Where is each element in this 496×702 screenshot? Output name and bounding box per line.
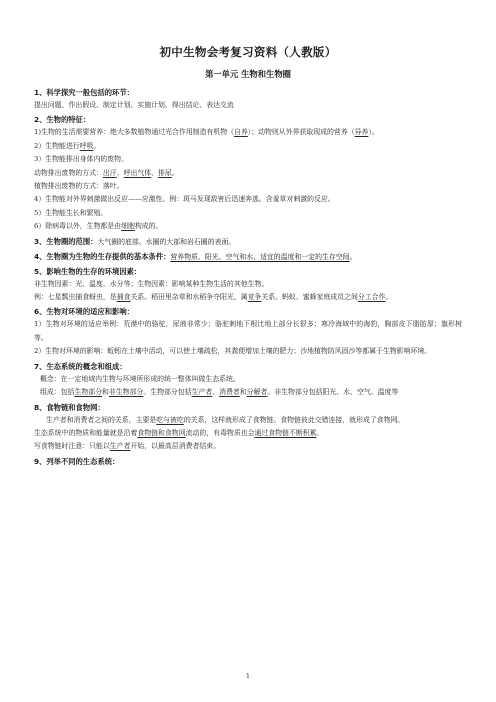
section-heading: 9、列举不同的生态系统： xyxy=(34,456,120,466)
page-number: 1 xyxy=(245,672,251,680)
paragraph: 非生物因素：光、温度、水分等；生物因素：影响某种生物生活的其他生物。 xyxy=(34,279,269,288)
paragraph: 1）生物对环境的适应举例：荒漠中的骆驼，尿液非常少；骆驼刺地下根比地上部分长很多；寒冷海域中的海豹，胸部皮下脂肪厚；旗形树等。 xyxy=(34,320,462,342)
section-heading: 8、食物链和食物网： xyxy=(34,402,105,412)
section-heading: 2、生物的特征： xyxy=(34,115,91,125)
document-page xyxy=(34,44,462,468)
paragraph: 6）除病毒以外，生物都是由细胞构成的。 xyxy=(34,222,163,231)
paragraph: 概念：在一定地域内生物与环境所形成的统一整体叫做生态系统。 xyxy=(40,374,240,383)
paragraph: 提出问题、作出假设、制定计划、实施计划、得出结论、表达交流 xyxy=(34,101,234,109)
paragraph: 2）生物能进行呼吸。 xyxy=(34,141,101,150)
section-heading: 5、影响生物的生存的环境因素： xyxy=(34,266,142,276)
section-heading: 3、生物圈的范围：大气圈的底部、水圈的大部和岩石圈的表面。 xyxy=(34,236,236,246)
paragraph: 生产者和消费者之间的关系，主要是吃与被吃的关系，这样就形成了食物链。食物链彼此交错连接，就形成了食物网。 xyxy=(46,415,405,424)
document-title: 初中生物会考复习资料（人教版） xyxy=(159,45,337,59)
paragraph: 2）生物对环境的影响：蚯蚓在土壤中活动，可以使土壤疏松，其粪便增加土壤的肥力；沙地植物防风固沙等都属于生物影响环境。 xyxy=(34,347,432,356)
paragraph: 4）生物能对外界刺激做出反应——应激性。例：斑马发现敌害后迅速奔逃。含羞草对刺激的反应。 xyxy=(34,195,335,204)
section-heading: 4、生物圈为生物的生存提供的基本条件：营养物质、阳光、空气和水、适宜的温度和一定的生存空间。 xyxy=(34,251,357,261)
paragraph: 动物排出废物的方式：出汗、呼出气体、排尿。 xyxy=(34,168,179,177)
paragraph: 例：七星瓢虫捕食蚜虫，是捕食关系。稻田里杂草和水稻争夺阳光，属竞争关系。蚂蚁、蜜蜂家庭成员之间分工合作。 xyxy=(34,293,393,302)
section-heading: 7、生态系统的概念和组成： xyxy=(34,361,127,371)
section-heading: 1、科学探究一般包括的环节： xyxy=(34,88,134,97)
paragraph: 1)生物的生活需要营养：绝大多数植物通过光合作用制造有机物（自养）；动物则从外界获取现成的营养（异养）。 xyxy=(34,128,379,137)
paragraph: 生态系统中的物质和能量就是沿着食物链和食物网流动的，有毒物质也会通过食物链不断积累。 xyxy=(34,428,324,437)
paragraph: 植物排出废物的方式：落叶。 xyxy=(34,182,124,191)
paragraph: 5）生物能生长和繁殖。 xyxy=(34,208,108,217)
paragraph: 写食物链时注意：只能以生产者开始，以最高层消费者结束。 xyxy=(34,442,221,451)
section-heading: 6、生物对环境的适应和影响： xyxy=(34,307,134,317)
paragraph: 组成：包括生物部分和非生物部分。生物部分包括生产者、消费者和分解者。非生物部分包括阳光、水、空气、温度等 xyxy=(40,388,399,397)
paragraph: 3）生物能排出身体内的废物。 xyxy=(34,155,128,164)
unit-title: 第一单元 生物和生物圈 xyxy=(205,69,291,79)
